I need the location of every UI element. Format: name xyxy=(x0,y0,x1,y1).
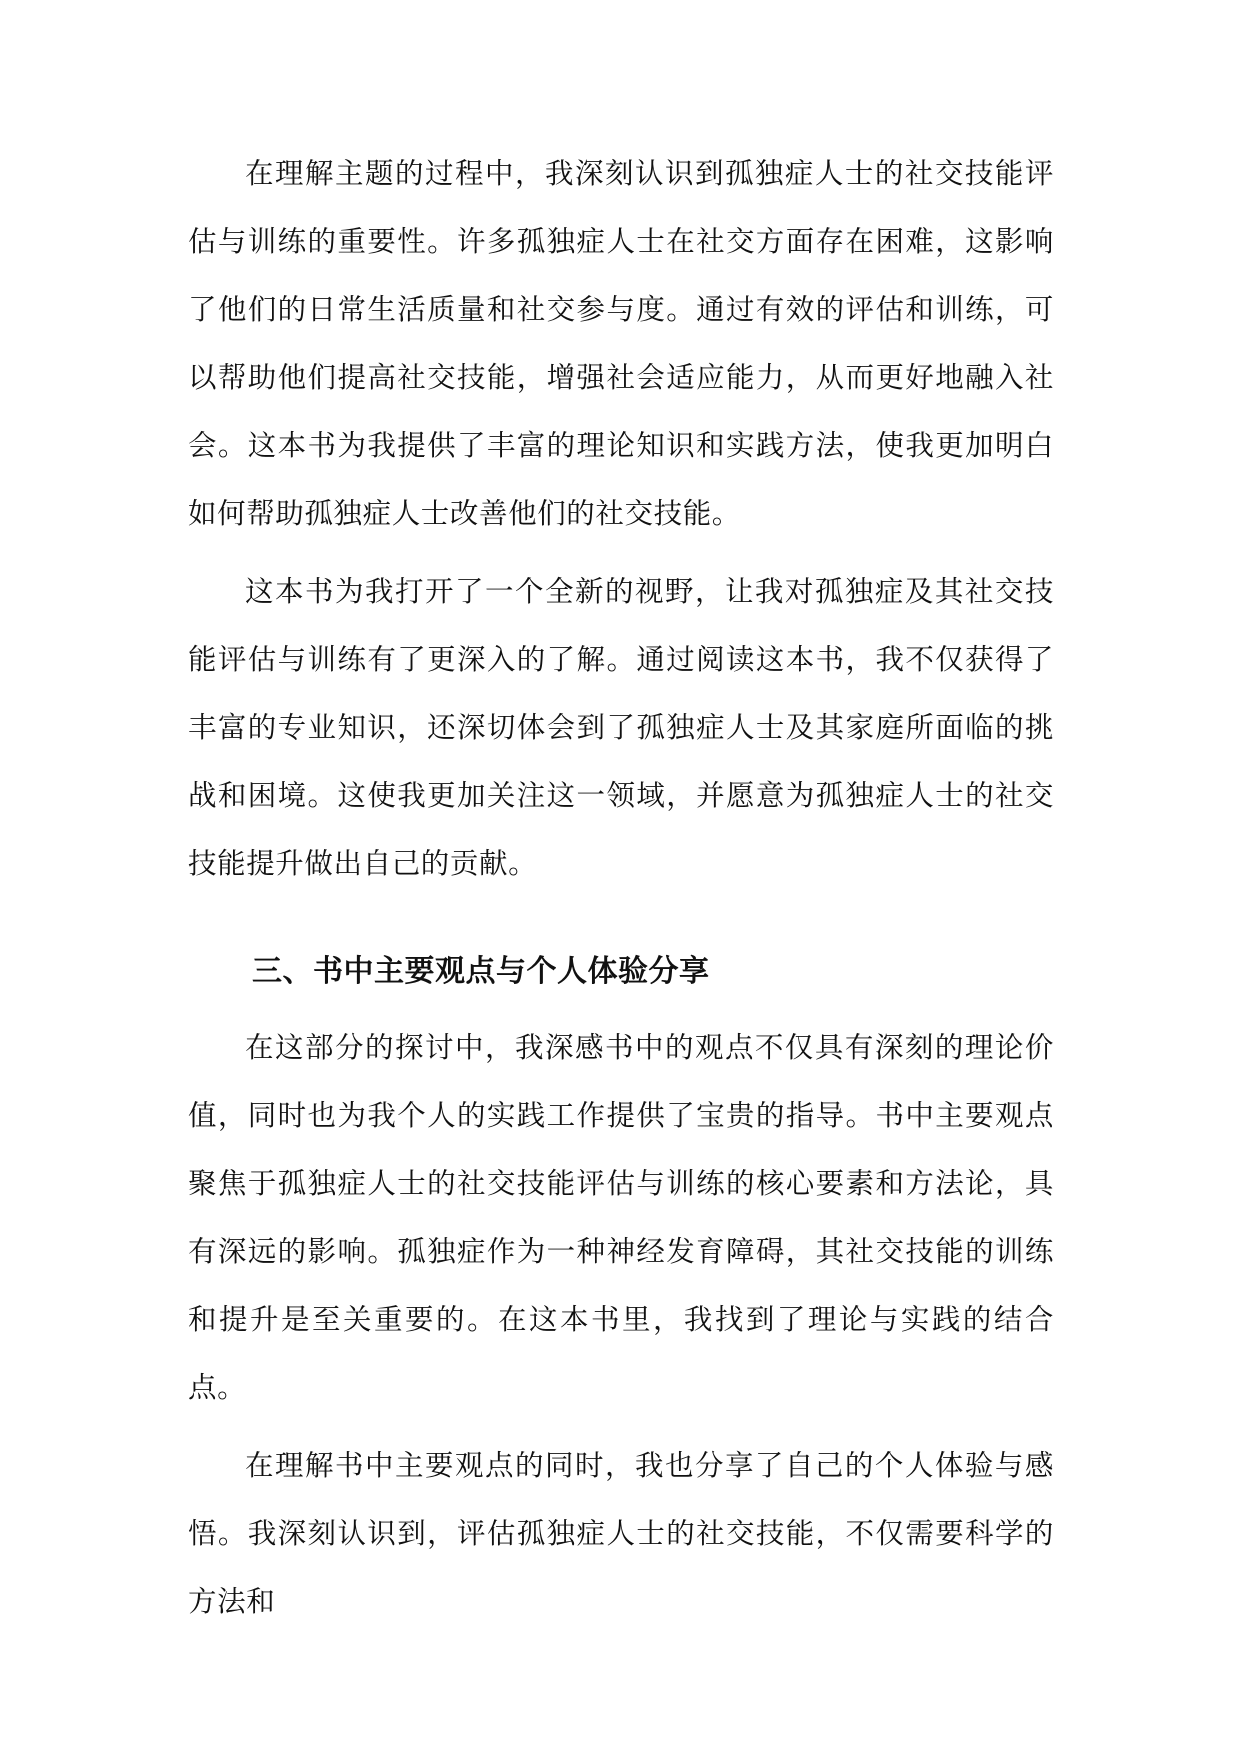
paragraph-1: 在理解主题的过程中，我深刻认识到孤独症人士的社交技能评估与训练的重要性。许多孤独症人士在社交方面存在困难，这影响了他们的日常生活质量和社交参与度。通过有效的评估和训练，可以帮助他们提高社交技能，增强社会适应能力，从而更好地融入社会。这本书为我提供了丰富的理论知识和实践方法，使我更加明白如何帮助孤独症人士改善他们的社交技能。 xyxy=(188,157,1054,530)
paragraph-3: 在这部分的探讨中，我深感书中的观点不仅具有深刻的理论价值，同时也为我个人的实践工作提供了宝贵的指导。书中主要观点聚焦于孤独症人士的社交技能评估与训练的核心要素和方法论，具有深远的影响。孤独症作为一种神经发育障碍，其社交技能的训练和提升是至关重要的。在这本书里，我找到了理论与实践的结合点。 xyxy=(188,1031,1054,1404)
paragraph-2: 这本书为我打开了一个全新的视野，让我对孤独症及其社交技能评估与训练有了更深入的了解。通过阅读这本书，我不仅获得了丰富的专业知识，还深切体会到了孤独症人士及其家庭所面临的挑战和困境。这使我更加关注这一领域，并愿意为孤独症人士的社交技能提升做出自己的贡献。 xyxy=(188,575,1054,880)
section-heading: 三、书中主要观点与个人体验分享 xyxy=(252,954,710,989)
document-body xyxy=(188,140,1054,1636)
paragraph-4: 在理解书中主要观点的同时，我也分享了自己的个人体验与感悟。我深刻认识到，评估孤独症人士的社交技能，不仅需要科学的方法和 xyxy=(188,1449,1054,1618)
